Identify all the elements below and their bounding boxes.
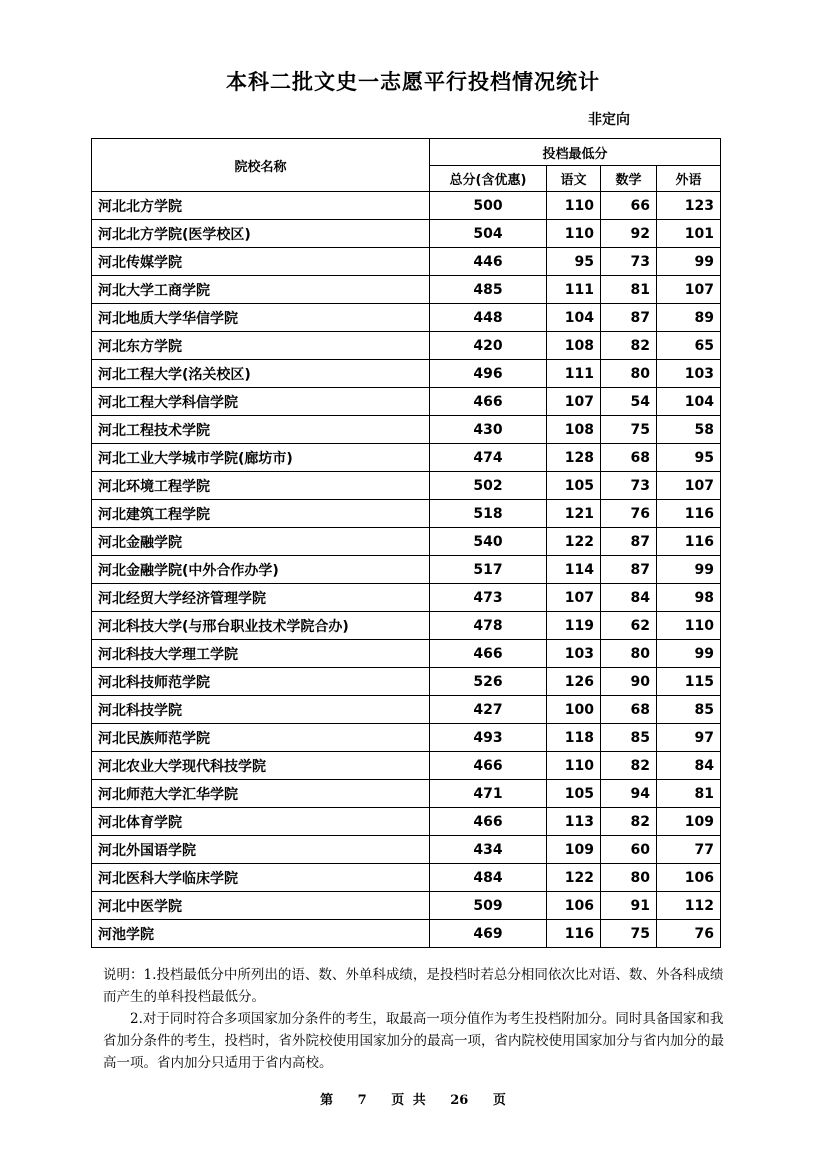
school-name-cell: 河北农业大学现代科技学院: [92, 752, 430, 780]
math-score-cell: 94: [601, 780, 657, 808]
english-score-cell: 58: [657, 416, 721, 444]
table-row: [92, 220, 721, 248]
total-score-cell: 517: [430, 556, 547, 584]
chinese-score-cell: 108: [547, 332, 601, 360]
chinese-score-cell: 113: [547, 808, 601, 836]
math-score-cell: 84: [601, 584, 657, 612]
english-score-cell: 116: [657, 500, 721, 528]
school-name-cell: 河北传媒学院: [92, 248, 430, 276]
total-score-cell: 466: [430, 808, 547, 836]
total-score-cell: 518: [430, 500, 547, 528]
table-row: [92, 920, 721, 948]
english-score-cell: 104: [657, 388, 721, 416]
total-score-cell: 434: [430, 836, 547, 864]
english-score-cell: 97: [657, 724, 721, 752]
chinese-score-cell: 119: [547, 612, 601, 640]
math-score-cell: 80: [601, 864, 657, 892]
header-total: 总分(含优惠): [430, 166, 547, 192]
chinese-score-cell: 122: [547, 864, 601, 892]
table-row: [92, 416, 721, 444]
english-score-cell: 101: [657, 220, 721, 248]
chinese-score-cell: 110: [547, 220, 601, 248]
table-row: [92, 640, 721, 668]
english-score-cell: 95: [657, 444, 721, 472]
table-body: [92, 192, 721, 948]
total-score-cell: 448: [430, 304, 547, 332]
math-score-cell: 87: [601, 528, 657, 556]
table-row: [92, 276, 721, 304]
total-score-cell: 427: [430, 696, 547, 724]
footer-page-mid: 页 共: [391, 1093, 426, 1108]
table-row: [92, 696, 721, 724]
chinese-score-cell: 104: [547, 304, 601, 332]
school-name-cell: 河北金融学院: [92, 528, 430, 556]
math-score-cell: 87: [601, 304, 657, 332]
chinese-score-cell: 106: [547, 892, 601, 920]
english-score-cell: 106: [657, 864, 721, 892]
header-min-score-group: 投档最低分: [430, 139, 721, 166]
total-score-cell: 504: [430, 220, 547, 248]
school-name-cell: 河北地质大学华信学院: [92, 304, 430, 332]
school-name-cell: 河北科技师范学院: [92, 668, 430, 696]
footer-page-end: 页: [492, 1093, 506, 1108]
total-score-cell: 420: [430, 332, 547, 360]
math-score-cell: 82: [601, 808, 657, 836]
total-score-cell: 493: [430, 724, 547, 752]
total-score-cell: 466: [430, 640, 547, 668]
english-score-cell: 103: [657, 360, 721, 388]
chinese-score-cell: 118: [547, 724, 601, 752]
school-name-cell: 河北科技学院: [92, 696, 430, 724]
table-row: [92, 360, 721, 388]
total-score-cell: 446: [430, 248, 547, 276]
chinese-score-cell: 100: [547, 696, 601, 724]
math-score-cell: 60: [601, 836, 657, 864]
total-score-cell: 484: [430, 864, 547, 892]
english-score-cell: 77: [657, 836, 721, 864]
total-score-cell: 500: [430, 192, 547, 220]
math-score-cell: 90: [601, 668, 657, 696]
admission-score-table: [91, 138, 721, 948]
english-score-cell: 99: [657, 640, 721, 668]
total-score-cell: 469: [430, 920, 547, 948]
header-math: 数学: [601, 166, 657, 192]
math-score-cell: 91: [601, 892, 657, 920]
total-score-cell: 471: [430, 780, 547, 808]
total-score-cell: 485: [430, 276, 547, 304]
table-row: [92, 332, 721, 360]
total-score-cell: 474: [430, 444, 547, 472]
note-2: 2.对于同时符合多项国家加分条件的考生，取最高一项分值作为考生投档附加分。同时具备国家和我省加分条件的考生，投档时，省外院校使用国家加分的最高一项，省内院校使用国家加分与省内加分的最高一项。省内加分只适用于省内高校。: [103, 1011, 724, 1071]
school-name-cell: 河北大学工商学院: [92, 276, 430, 304]
note-1: 说明：1.投档最低分中所列出的语、数、外单科成绩，是投档时若总分相同依次比对语、数、外各科成绩而产生的单科投档最低分。: [103, 967, 724, 1005]
notes: [103, 964, 733, 1074]
table-row: [92, 780, 721, 808]
math-score-cell: 62: [601, 612, 657, 640]
school-name-cell: 河北北方学院(医学校区): [92, 220, 430, 248]
school-name-cell: 河北北方学院: [92, 192, 430, 220]
chinese-score-cell: 110: [547, 192, 601, 220]
header-school-name: 院校名称: [92, 139, 430, 192]
math-score-cell: 85: [601, 724, 657, 752]
total-score-cell: 466: [430, 752, 547, 780]
english-score-cell: 76: [657, 920, 721, 948]
chinese-score-cell: 111: [547, 360, 601, 388]
math-score-cell: 81: [601, 276, 657, 304]
table-row: [92, 836, 721, 864]
table-row: [92, 808, 721, 836]
table-row: [92, 248, 721, 276]
chinese-score-cell: 128: [547, 444, 601, 472]
english-score-cell: 110: [657, 612, 721, 640]
table-row: [92, 444, 721, 472]
chinese-score-cell: 95: [547, 248, 601, 276]
math-score-cell: 87: [601, 556, 657, 584]
math-score-cell: 54: [601, 388, 657, 416]
footer-page-label: 第: [320, 1093, 334, 1108]
table-row: [92, 388, 721, 416]
total-score-cell: 509: [430, 892, 547, 920]
chinese-score-cell: 122: [547, 528, 601, 556]
math-score-cell: 80: [601, 640, 657, 668]
total-score-cell: 502: [430, 472, 547, 500]
english-score-cell: 99: [657, 556, 721, 584]
school-name-cell: 河北外国语学院: [92, 836, 430, 864]
table-row: [92, 668, 721, 696]
page-footer: [0, 1089, 826, 1108]
english-score-cell: 107: [657, 276, 721, 304]
table-row: [92, 556, 721, 584]
header-chinese: 语文: [547, 166, 601, 192]
table-row: [92, 192, 721, 220]
total-score-cell: 526: [430, 668, 547, 696]
chinese-score-cell: 103: [547, 640, 601, 668]
table-row: [92, 892, 721, 920]
school-name-cell: 河北医科大学临床学院: [92, 864, 430, 892]
page-title: 本科二批文史一志愿平行投档情况统计: [226, 69, 600, 94]
table-row: [92, 500, 721, 528]
math-score-cell: 82: [601, 332, 657, 360]
school-name-cell: 河北环境工程学院: [92, 472, 430, 500]
total-score-cell: 540: [430, 528, 547, 556]
school-name-cell: 河北科技大学(与邢台职业技术学院合办): [92, 612, 430, 640]
math-score-cell: 80: [601, 360, 657, 388]
english-score-cell: 98: [657, 584, 721, 612]
header-english: 外语: [657, 166, 721, 192]
school-name-cell: 河北民族师范学院: [92, 724, 430, 752]
english-score-cell: 85: [657, 696, 721, 724]
english-score-cell: 89: [657, 304, 721, 332]
math-score-cell: 75: [601, 416, 657, 444]
english-score-cell: 99: [657, 248, 721, 276]
chinese-score-cell: 108: [547, 416, 601, 444]
chinese-score-cell: 126: [547, 668, 601, 696]
table-row: [92, 528, 721, 556]
math-score-cell: 75: [601, 920, 657, 948]
chinese-score-cell: 107: [547, 388, 601, 416]
english-score-cell: 116: [657, 528, 721, 556]
school-name-cell: 河北工程大学(洺关校区): [92, 360, 430, 388]
english-score-cell: 109: [657, 808, 721, 836]
chinese-score-cell: 109: [547, 836, 601, 864]
chinese-score-cell: 105: [547, 472, 601, 500]
school-name-cell: 河北体育学院: [92, 808, 430, 836]
total-score-cell: 430: [430, 416, 547, 444]
total-score-cell: 496: [430, 360, 547, 388]
chinese-score-cell: 107: [547, 584, 601, 612]
school-name-cell: 河北金融学院(中外合作办学): [92, 556, 430, 584]
math-score-cell: 76: [601, 500, 657, 528]
math-score-cell: 73: [601, 472, 657, 500]
math-score-cell: 82: [601, 752, 657, 780]
english-score-cell: 81: [657, 780, 721, 808]
table-row: [92, 472, 721, 500]
chinese-score-cell: 105: [547, 780, 601, 808]
school-name-cell: 河北建筑工程学院: [92, 500, 430, 528]
school-name-cell: 河北经贸大学经济管理学院: [92, 584, 430, 612]
math-score-cell: 66: [601, 192, 657, 220]
english-score-cell: 65: [657, 332, 721, 360]
math-score-cell: 68: [601, 696, 657, 724]
total-score-cell: 466: [430, 388, 547, 416]
chinese-score-cell: 110: [547, 752, 601, 780]
school-name-cell: 河北工程技术学院: [92, 416, 430, 444]
chinese-score-cell: 114: [547, 556, 601, 584]
school-name-cell: 河池学院: [92, 920, 430, 948]
chinese-score-cell: 121: [547, 500, 601, 528]
table-row: [92, 864, 721, 892]
total-score-cell: 478: [430, 612, 547, 640]
school-name-cell: 河北工程大学科信学院: [92, 388, 430, 416]
table-row: [92, 612, 721, 640]
english-score-cell: 107: [657, 472, 721, 500]
english-score-cell: 123: [657, 192, 721, 220]
page-subtitle: 非定向: [588, 112, 630, 128]
english-score-cell: 115: [657, 668, 721, 696]
footer-page-number: 7: [357, 1093, 367, 1108]
table-row: [92, 584, 721, 612]
math-score-cell: 68: [601, 444, 657, 472]
math-score-cell: 73: [601, 248, 657, 276]
english-score-cell: 112: [657, 892, 721, 920]
chinese-score-cell: 116: [547, 920, 601, 948]
table-row: [92, 724, 721, 752]
school-name-cell: 河北东方学院: [92, 332, 430, 360]
table-row: [92, 304, 721, 332]
school-name-cell: 河北工业大学城市学院(廊坊市): [92, 444, 430, 472]
chinese-score-cell: 111: [547, 276, 601, 304]
school-name-cell: 河北科技大学理工学院: [92, 640, 430, 668]
school-name-cell: 河北师范大学汇华学院: [92, 780, 430, 808]
math-score-cell: 92: [601, 220, 657, 248]
table-row: [92, 752, 721, 780]
footer-total-pages: 26: [450, 1093, 469, 1108]
total-score-cell: 473: [430, 584, 547, 612]
school-name-cell: 河北中医学院: [92, 892, 430, 920]
english-score-cell: 84: [657, 752, 721, 780]
